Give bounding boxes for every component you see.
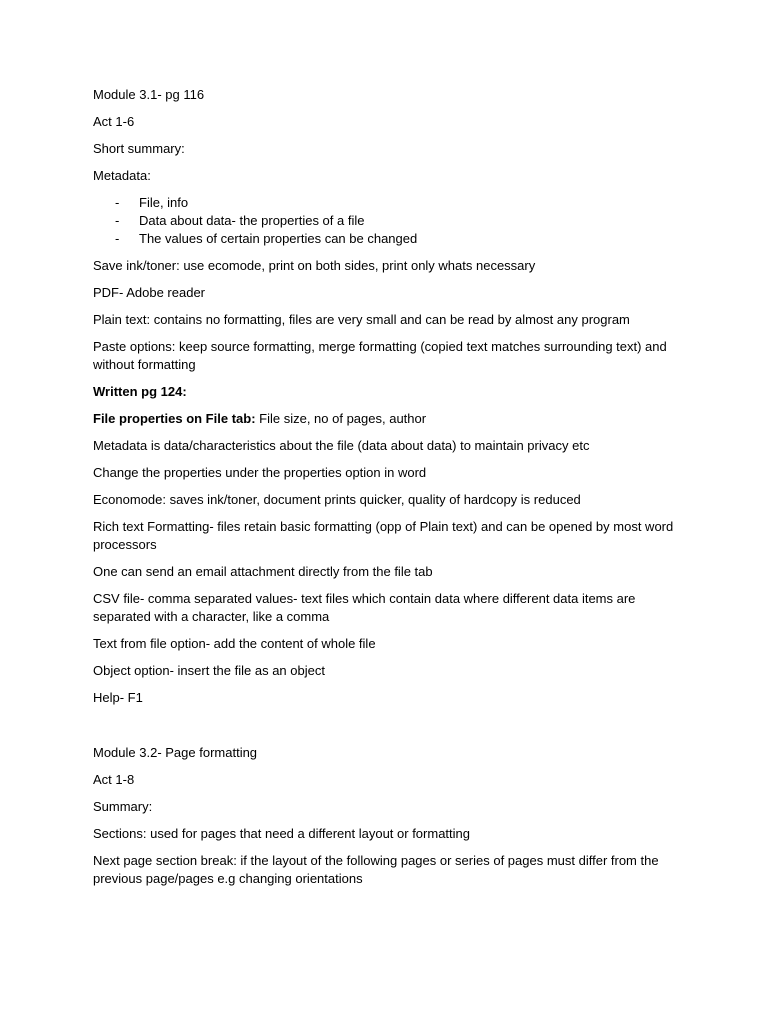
dash-bullet: - — [115, 231, 120, 246]
metadata-label: Metadata: — [93, 168, 151, 183]
metadata-description: Metadata is data/characteristics about the file (data about data) to maintain privacy etc — [93, 438, 590, 453]
change-properties-note: Change the properties under the properties option in word — [93, 465, 427, 480]
help-note: Help- F1 — [93, 690, 143, 705]
dash-bullet: - — [115, 213, 120, 228]
section-gap — [93, 716, 693, 744]
module-3-1-act: Act 1-6 — [93, 114, 135, 129]
file-properties-label: File properties on File tab: — [93, 411, 256, 426]
pdf-note: PDF- Adobe reader — [93, 285, 206, 300]
list-item — [93, 230, 693, 248]
rich-text-note: Rich text Formatting- files retain basic formatting (opp of Plain text) and can be opened by most word processors — [93, 519, 674, 552]
next-page-section-break-note: Next page section break: if the layout of the following pages or series of pages must differ from the previous page/pages e.g changing orientations — [93, 853, 659, 886]
written-heading: Written pg 124: — [93, 384, 187, 399]
bullet-text: The values of certain properties can be changed — [139, 231, 418, 246]
list-item — [93, 212, 693, 230]
module-3-2-heading: Module 3.2- Page formatting — [93, 745, 258, 760]
list-item — [93, 194, 693, 212]
document-page — [93, 86, 693, 897]
summary-label: Summary: — [93, 799, 153, 814]
csv-note: CSV file- comma separated values- text files which contain data where different data items are separated with a character, like a comma — [93, 591, 636, 624]
sections-note: Sections: used for pages that need a different layout or formatting — [93, 826, 470, 841]
bullet-text: Data about data- the properties of a file — [139, 213, 365, 228]
paste-options-note: Paste options: keep source formatting, merge formatting (copied text matches surrounding text) and without formatting — [93, 339, 667, 372]
economode-note: Economode: saves ink/toner, document prints quicker, quality of hardcopy is reduced — [93, 492, 581, 507]
save-ink-note: Save ink/toner: use ecomode, print on both sides, print only whats necessary — [93, 258, 536, 273]
short-summary-label: Short summary: — [93, 141, 185, 156]
module-3-1-heading: Module 3.1- pg 116 — [93, 87, 205, 102]
object-option-note: Object option- insert the file as an object — [93, 663, 325, 678]
bullet-text: File, info — [139, 195, 189, 210]
file-properties-text: File size, no of pages, author — [255, 411, 427, 426]
module-3-2-act: Act 1-8 — [93, 772, 135, 787]
dash-bullet: - — [115, 195, 120, 210]
metadata-bullet-list — [93, 194, 693, 248]
email-attachment-note: One can send an email attachment directly from the file tab — [93, 564, 433, 579]
file-properties-note — [93, 410, 693, 428]
text-from-file-note: Text from file option- add the content of whole file — [93, 636, 376, 651]
plain-text-note: Plain text: contains no formatting, files are very small and can be read by almost any program — [93, 312, 630, 327]
